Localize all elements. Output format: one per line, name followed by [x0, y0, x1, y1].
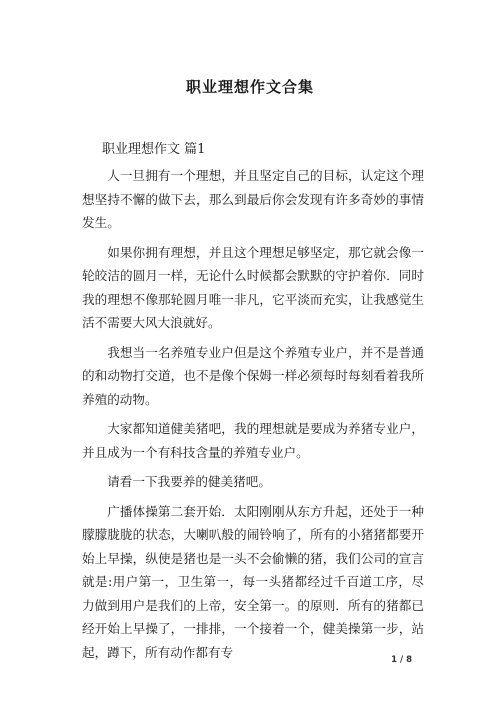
- document-title: 职业理想作文合集: [185, 78, 314, 96]
- page-indicator: 1 / 8: [391, 655, 412, 665]
- paragraph: 如果你拥有理想，并且这个理想足够坚定，那它就会像一轮皎洁的圆月一样，无论什么时候都会默默的守护着你．同时我的理想不像那轮圆月唯一非凡，它平淡而充实，让我感觉生活不需要大风大浪就好。: [82, 244, 424, 330]
- paragraph: 我想当一名养殖专业户但是这个养殖专业户，并不是普通的和动物打交道，也不是像个保姆一样必须每时每刻看着我所养殖的动物。: [82, 344, 424, 407]
- section-heading: 职业理想作文 篇1: [102, 142, 206, 157]
- paragraph: 请看一下我要养的健美猪吧。: [107, 474, 271, 489]
- paragraph: 人一旦拥有一个理想，并且坚定自己的目标，认定这个理想坚持不懈的做下去，那么到最后你会发现有许多奇妙的事情发生。: [82, 168, 424, 230]
- paragraph: 大家都知道健美猪吧，我的理想就是要成为养猪专业户，并且成为一个有科技含量的养殖专业户。: [82, 421, 424, 460]
- paragraph: 广播体操第二套开始．太阳刚刚从东方升起，还处于一种朦朦胧胧的状态，大喇叭般的闹铃响了，所有的小猪猪都要开始上早操，纵使是猪也是一头不会偷懒的猪，我们公司的宣言就是:用户第一，卫生第一，每一头猪都经过千百道工序，尽力做到用户是我们的上帝，安全第一。的原则．所有的猪都已经开始上早操了，一排排，一个接着一个，健美操第一步，站起，蹲下，所有动作都有专: [82, 503, 424, 660]
- document-body: [82, 164, 424, 670]
